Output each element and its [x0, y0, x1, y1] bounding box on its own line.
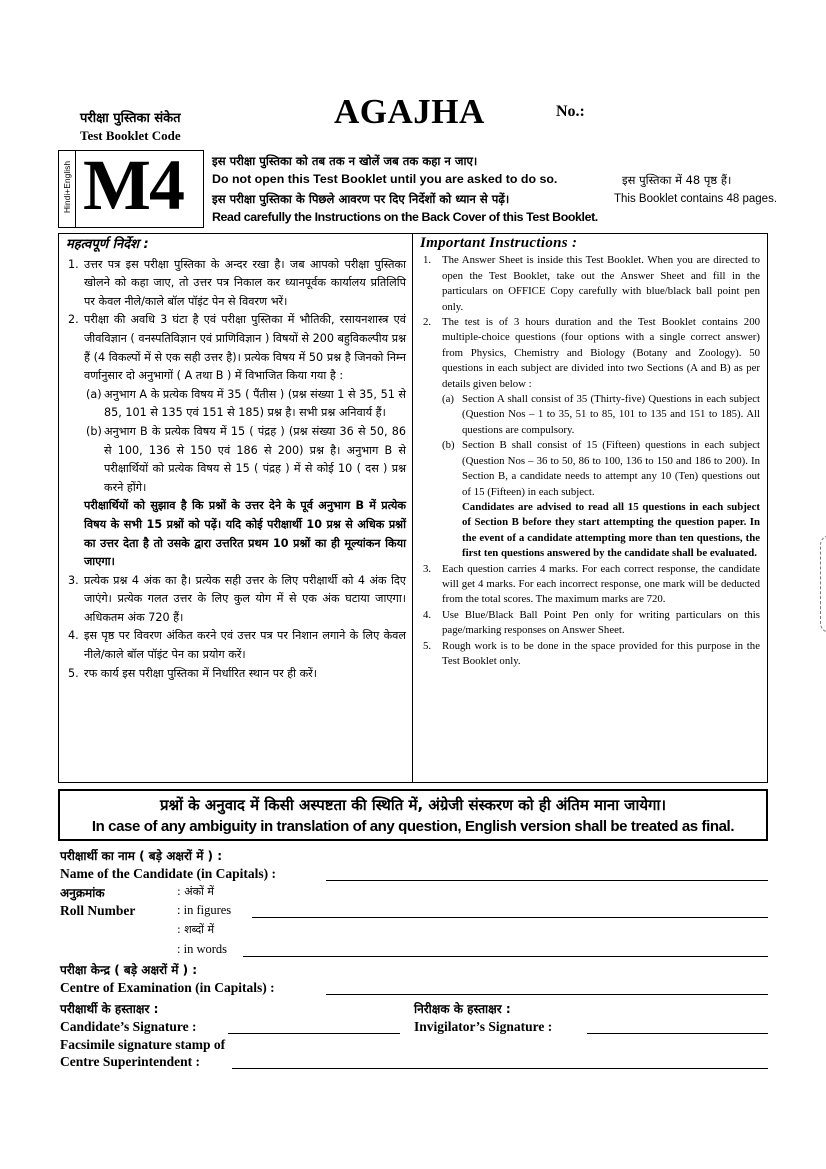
- english-instruction-1: [420, 253, 760, 315]
- name-field[interactable]: [326, 880, 768, 881]
- stamp-field[interactable]: [232, 1068, 768, 1069]
- ambiguity-notice-hindi: प्रश्नों के अनुवाद में किसी अस्पष्टता की स्थिति में, अंग्रेजी संस्करण को ही अंतिम माना जायेगा।: [159, 796, 667, 814]
- english-instruction-2-note: Candidates are advised to read all 15 questions in each subject of Section B before they start attempting the question paper. In the event of a candidate attempting more than ten questions, the first ten questions answered by the candidate shall be evaluated.: [462, 500, 760, 560]
- booklet-code-label-hindi: परीक्षा पुस्तिका संकेत: [80, 111, 181, 126]
- item-number: 3.: [423, 562, 432, 575]
- instruction-text: अनुभाग A के प्रत्येक विषय में 35 ( पैंतीस ) (प्रश्न संख्या 1 से 35, 51 से 85, 101 से 135 एवं 151 से 185) प्रश्न है। सभी प्रश्न अनिवार्य हैं।: [104, 387, 406, 420]
- centre-label-hindi: परीक्षा केन्द्र ( बड़े अक्षरों में ) :: [60, 963, 198, 977]
- item-number: 1.: [68, 257, 79, 271]
- booklet-code-box: [58, 145, 204, 228]
- in-figures-label: : in figures: [177, 903, 232, 917]
- ambiguity-notice: [58, 789, 768, 841]
- series-code: AGAJHA: [334, 92, 485, 131]
- instruction-text: The Answer Sheet is inside this Test Booklet. When you are directed to open the Test Booklet, take out the Answer Sheet and fill in the particulars on OFFICE Copy carefully with blue/black ball point pen only.: [442, 254, 760, 313]
- invigilator-signature-label-hindi: निरीक्षक के हस्ताक्षर :: [414, 1002, 511, 1016]
- item-number: (b): [86, 424, 102, 438]
- warning-english-1: Do not open this Test Booklet until you are asked to do so.: [212, 172, 558, 186]
- name-label: Name of the Candidate (in Capitals) :: [60, 866, 276, 881]
- instruction-text: Rough work is to be done in the space provided for this purpose in the Test Booklet only.: [442, 639, 760, 667]
- warning-english-2: Read carefully the Instructions on the Back Cover of this Test Booklet.: [212, 210, 598, 224]
- in-figures-label-hindi: : अंकों में: [177, 885, 214, 898]
- roll-number-words-field[interactable]: [243, 956, 768, 957]
- warning-hindi-1: इस परीक्षा पुस्तिका को तब तक न खोलें जब तक कहा न जाए।: [212, 154, 478, 168]
- hindi-instruction-1: [66, 256, 406, 312]
- hindi-instructions-heading: महत्वपूर्ण निर्देश :: [66, 237, 149, 252]
- code-language-label: Hindi+English: [62, 160, 72, 214]
- candidate-signature-label-hindi: परीक्षार्थी के हस्ताक्षर :: [60, 1002, 159, 1016]
- item-number: (a): [86, 387, 102, 401]
- instruction-text: Use Blue/Black Ball Point Pen only for writing particulars on this page/marking responses on Answer Sheet.: [442, 608, 760, 637]
- perforation-mark: [820, 535, 826, 633]
- english-instruction-2a: [420, 392, 760, 438]
- instruction-text: Section A shall consist of 35 (Thirty-five) Questions in each subject (Question Nos – 1 to 35, 51 to 85, 101 to 135 and 151 to 185). All questions are compulsory.: [462, 393, 760, 436]
- item-number: 5.: [423, 639, 432, 652]
- english-instructions: [420, 236, 760, 669]
- candidate-signature-label: Candidate’s Signature :: [60, 1019, 197, 1034]
- english-instruction-5: [420, 639, 760, 670]
- hindi-instructions: [66, 236, 406, 683]
- instruction-text: प्रत्येक प्रश्न 4 अंक का है। प्रत्येक सही उत्तर के लिए परीक्षार्थी को 4 अंक दिए जाएंगे। प्रत्येक गलत उत्तर के लिए कुल योग में से एक अंक घटाया जाएगा। अधिकतम अंक 720 हैं।: [84, 573, 406, 624]
- invigilator-signature-field[interactable]: [587, 1033, 768, 1034]
- item-number: 2.: [423, 316, 432, 329]
- instruction-text: रफ कार्य इस परीक्षा पुस्तिका में निर्धारित स्थान पर ही करें।: [84, 666, 317, 680]
- name-label-hindi: परीक्षार्थी का नाम ( बड़े अक्षरों में ) :: [60, 849, 223, 863]
- hindi-instruction-2-note: परीक्षार्थियों को सुझाव है कि प्रश्नों के उत्तर देने के पूर्व अनुभाग B में प्रत्येक विषय के सभी 15 प्रश्नों को पढ़ें। यदि कोई परीक्षार्थी 10 प्रश्न से अधिक प्रश्नों का उत्तर देता है तो उसके द्वारा उत्तरित प्रथम 10 प्रश्नों का ही मूल्यांकन किया जाएगा।: [84, 499, 406, 569]
- page-count-hindi: इस पुस्तिका में 48 पृष्ठ हैं।: [622, 173, 732, 187]
- in-words-label: : in words: [177, 942, 227, 956]
- code-language-strip: [59, 151, 76, 227]
- item-number: 3.: [68, 573, 79, 587]
- hindi-instruction-2: [66, 311, 406, 385]
- instruction-text: परीक्षा की अवधि 3 घंटा है एवं परीक्षा पुस्तिका में भौतिकी, रसायनशास्त्र एवं जीवविज्ञान ( वनस्पतिविज्ञान एवं प्राणिविज्ञान ) विषयों से 200 बहुविकल्पीय प्रश्न हैं (4 विकल्पों में से एक सही उत्तर है)। प्रत्येक विषय में 50 प्रश्न है जिनको निम्न वर्णानुसार दो अनुभागों ( A तथा B ) में विभाजित किया गया है :: [84, 313, 406, 383]
- item-number: 4.: [423, 608, 432, 621]
- instruction-text: इस पृष्ठ पर विवरण अंकित करने एवं उत्तर पत्र पर निशान लगाने के लिए केवल नीले/काले बॉल पॉइंट पेन का प्रयोग करें।: [84, 629, 406, 662]
- in-words-label-hindi: : शब्दों में: [177, 923, 215, 936]
- english-instruction-4: [420, 608, 760, 639]
- ambiguity-notice-english: In case of any ambiguity in translation of any question, English version shall be treated as final.: [91, 818, 735, 835]
- page-count-english: This Booklet contains 48 pages.: [614, 193, 778, 205]
- english-instruction-2b: [420, 438, 760, 500]
- item-number: (a): [442, 393, 454, 406]
- booklet-code-value: M4: [83, 145, 183, 225]
- item-number: 4.: [68, 629, 79, 643]
- column-divider: [412, 233, 413, 783]
- instruction-text: उत्तर पत्र इस परीक्षा पुस्तिका के अन्दर रखा है। जब आपको परीक्षा पुस्तिका खोलने को कहा जाए, तो उत्तर पत्र निकाल कर ध्यानपूर्वक कार्यालय प्रतिलिपि पर केवल नीले/काले बॉल पॉइंट पेन से विवरण भरें।: [84, 257, 406, 308]
- roll-number-figures-field[interactable]: [252, 917, 768, 918]
- hindi-instruction-2b: [66, 423, 406, 497]
- warning-hindi-2: इस परीक्षा पुस्तिका के पिछले आवरण पर दिए निर्देशों को ध्यान से पढ़ें।: [212, 192, 510, 206]
- invigilator-signature-label: Invigilator’s Signature :: [414, 1019, 553, 1034]
- item-number: (b): [442, 439, 455, 452]
- centre-field[interactable]: [326, 994, 768, 995]
- english-instruction-2: [420, 315, 760, 392]
- english-instructions-heading: Important Instructions :: [420, 235, 578, 251]
- booklet-number-label: No.:: [556, 103, 585, 120]
- item-number: 1.: [423, 254, 432, 267]
- hindi-instruction-5: [66, 665, 406, 684]
- candidate-signature-field[interactable]: [228, 1033, 400, 1034]
- hindi-instruction-2a: [66, 386, 406, 423]
- instruction-text: अनुभाग B के प्रत्येक विषय में 15 ( पंद्रह ) (प्रश्न संख्या 36 से 50, 86 से 100, 136 से 150 एवं 186 से 200) प्रश्न है। अनुभाग B से परीक्षार्थियों को प्रत्येक विषय से 15 ( पंद्रह ) में से कोई 10 ( दस ) प्रश्न करने होंगे।: [104, 424, 406, 494]
- instruction-text: Section B shall consist of 15 (Fifteen) questions in each subject (Question Nos – 36 to 50, 86 to 100, 136 to 150 and 186 to 200). In Section B, a candidate needs to attempt any 10 (Ten) questions out of 15 (Fifteen) in each subject.: [462, 439, 760, 498]
- centre-label: Centre of Examination (in Capitals) :: [60, 980, 275, 995]
- roll-number-label-hindi: अनुक्रमांक: [60, 886, 105, 900]
- stamp-label-line-1: Facsimile signature stamp of: [60, 1037, 226, 1052]
- instruction-text: Each question carries 4 marks. For each correct response, the candidate will get 4 marks. For each incorrect response, one mark will be deducted from the total scores. The maximum marks are 720.: [442, 562, 760, 606]
- roll-number-label: Roll Number: [60, 903, 136, 918]
- english-instruction-3: [420, 562, 760, 608]
- hindi-instruction-4: [66, 627, 406, 664]
- instruction-text: The test is of 3 hours duration and the Test Booklet contains 200 multiple-choice questions (four options with a single correct answer) from Physics, Chemistry and Biology (Botany and Zoology). 50 questions in each subject are divided into two Sections (A and B) as per details given below :: [442, 316, 760, 390]
- hindi-instruction-3: [66, 572, 406, 628]
- booklet-code-label: Test Booklet Code: [80, 128, 181, 143]
- item-number: 2.: [68, 313, 79, 327]
- item-number: 5.: [68, 666, 79, 680]
- stamp-label-line-2: Centre Superintendent :: [60, 1054, 200, 1069]
